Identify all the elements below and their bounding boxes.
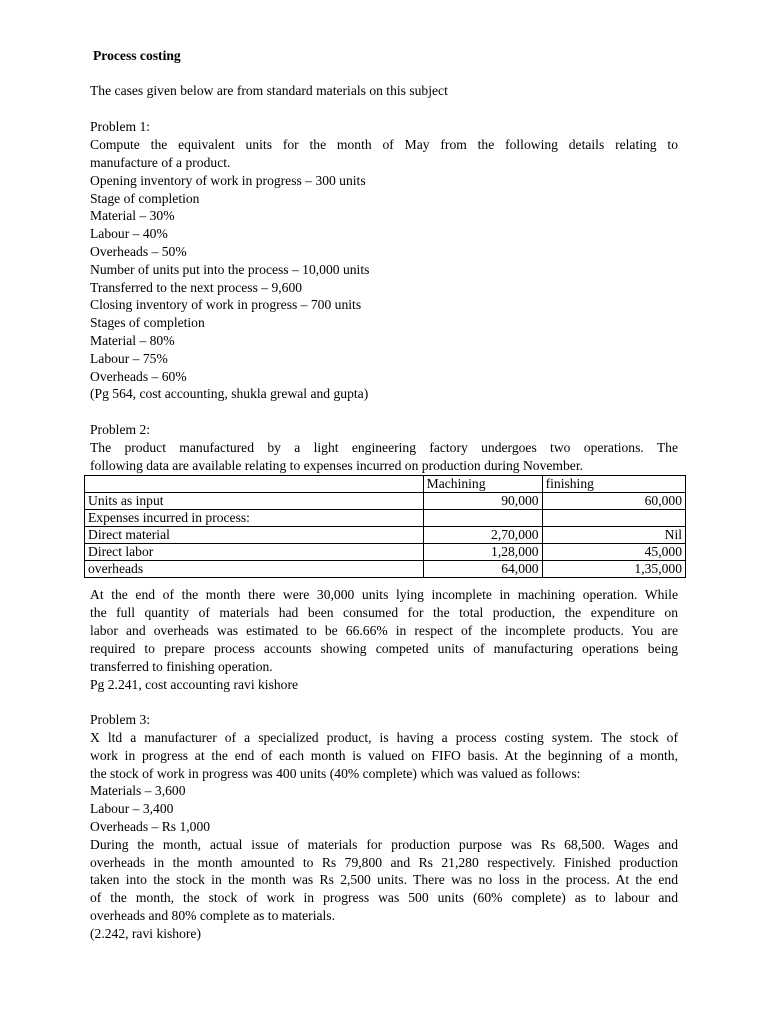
problem-3-heading: Problem 3: [90, 712, 151, 727]
table-header-cell: Machining [423, 476, 542, 493]
problem-3-reference: (2.242, ravi kishore) [90, 926, 201, 941]
problem-2-text: following data are available relating to expenses incurred on production during November. [90, 458, 583, 473]
problem-1-reference: (Pg 564, cost accounting, shukla grewal and gupta) [90, 386, 369, 401]
table-cell: 45,000 [542, 544, 685, 561]
problem-2-text: At the end of the month there were 30,000 units lying incomplete in machining operation. While [90, 587, 678, 602]
problem-1-item: Number of units put into the process – 10,000 units [90, 262, 370, 277]
problem-1-item: Transferred to the next process – 9,600 [90, 280, 303, 295]
problem-1-item: Stages of completion [90, 315, 205, 330]
problem-1-item: Labour – 40% [90, 226, 168, 241]
problem-2-text: The product manufactured by a light engineering factory undergoes two operations. The [90, 440, 678, 455]
problem-3-item: Overheads – Rs 1,000 [90, 819, 211, 834]
problem-3-item: Labour – 3,400 [90, 801, 174, 816]
problem-2-heading: Problem 2: [90, 422, 151, 437]
problem-1-item: Material – 80% [90, 333, 175, 348]
document-title: Process costing [93, 48, 181, 63]
problem-1-item: Overheads – 60% [90, 369, 187, 384]
problem-1-item: Labour – 75% [90, 351, 168, 366]
intro-text: The cases given below are from standard materials on this subject [90, 83, 448, 98]
problem-3-text: of the month, the stock of work in progress was 500 units (60% complete) as to labour and [90, 890, 678, 905]
problem-3-text: overheads and 80% complete as to materials. [90, 908, 335, 923]
problem-3-text: the stock of work in progress was 400 units (40% complete) which was valued as follows: [90, 766, 581, 781]
table-row [85, 544, 686, 561]
problem-2-text: required to prepare process accounts showing competed units of manufacturing operations being [90, 641, 678, 656]
problem-3-text: taken into the stock in the month was Rs 2,500 units. There was no loss in the process. At the end [90, 872, 678, 887]
problem-1-text: manufacture of a product. [90, 155, 231, 170]
problem-1-item: Stage of completion [90, 191, 200, 206]
table-cell: 90,000 [423, 493, 542, 510]
problem-3-text: X ltd a manufacturer of a specialized product, is having a process costing system. The stock of [90, 730, 678, 745]
problem-1-item: Closing inventory of work in progress – 700 units [90, 297, 362, 312]
table-cell: 1,35,000 [542, 561, 685, 578]
table-header-cell [85, 476, 424, 493]
problem-1-item: Overheads – 50% [90, 244, 187, 259]
problem-3-text: work in progress at the end of each month is valued on FIFO basis. At the beginning of a month, [90, 748, 678, 763]
table-cell: 64,000 [423, 561, 542, 578]
table-cell: Direct labor [85, 544, 424, 561]
table-header-row [85, 476, 686, 493]
table-row [85, 510, 686, 527]
table-cell: Direct material [85, 527, 424, 544]
table-header-cell: finishing [542, 476, 685, 493]
problem-1-text: Compute the equivalent units for the month of May from the following details relating to [90, 137, 678, 152]
table-cell: 60,000 [542, 493, 685, 510]
table-cell: Units as input [85, 493, 424, 510]
problem-1-heading: Problem 1: [90, 119, 151, 134]
table-cell: Nil [542, 527, 685, 544]
problem-3-text: overheads in the month amounted to Rs 79,800 and Rs 21,280 respectively. Finished production [90, 855, 678, 870]
table-cell [423, 510, 542, 527]
problem-2-text: transferred to finishing operation. [90, 659, 273, 674]
table-row [85, 561, 686, 578]
table-cell [542, 510, 685, 527]
problem-1-item: Material – 30% [90, 208, 175, 223]
table-row [85, 527, 686, 544]
table-cell: 1,28,000 [423, 544, 542, 561]
table-cell: overheads [85, 561, 424, 578]
problem-2-reference: Pg 2.241, cost accounting ravi kishore [90, 677, 299, 692]
problem-3-item: Materials – 3,600 [90, 783, 186, 798]
table-cell: 2,70,000 [423, 527, 542, 544]
table-cell: Expenses incurred in process: [85, 510, 424, 527]
table-row [85, 493, 686, 510]
problem-1-item: Opening inventory of work in progress – 300 units [90, 173, 366, 188]
expenses-table [84, 475, 686, 578]
problem-2-text: labor and overheads was estimated to be 66.66% in respect of the incomplete products. You are [90, 623, 678, 638]
problem-2-text: the full quantity of materials had been consumed for the total production, the expenditure on [90, 605, 678, 620]
problem-3-text: During the month, actual issue of materials for production purpose was Rs 68,500. Wages and [90, 837, 678, 852]
